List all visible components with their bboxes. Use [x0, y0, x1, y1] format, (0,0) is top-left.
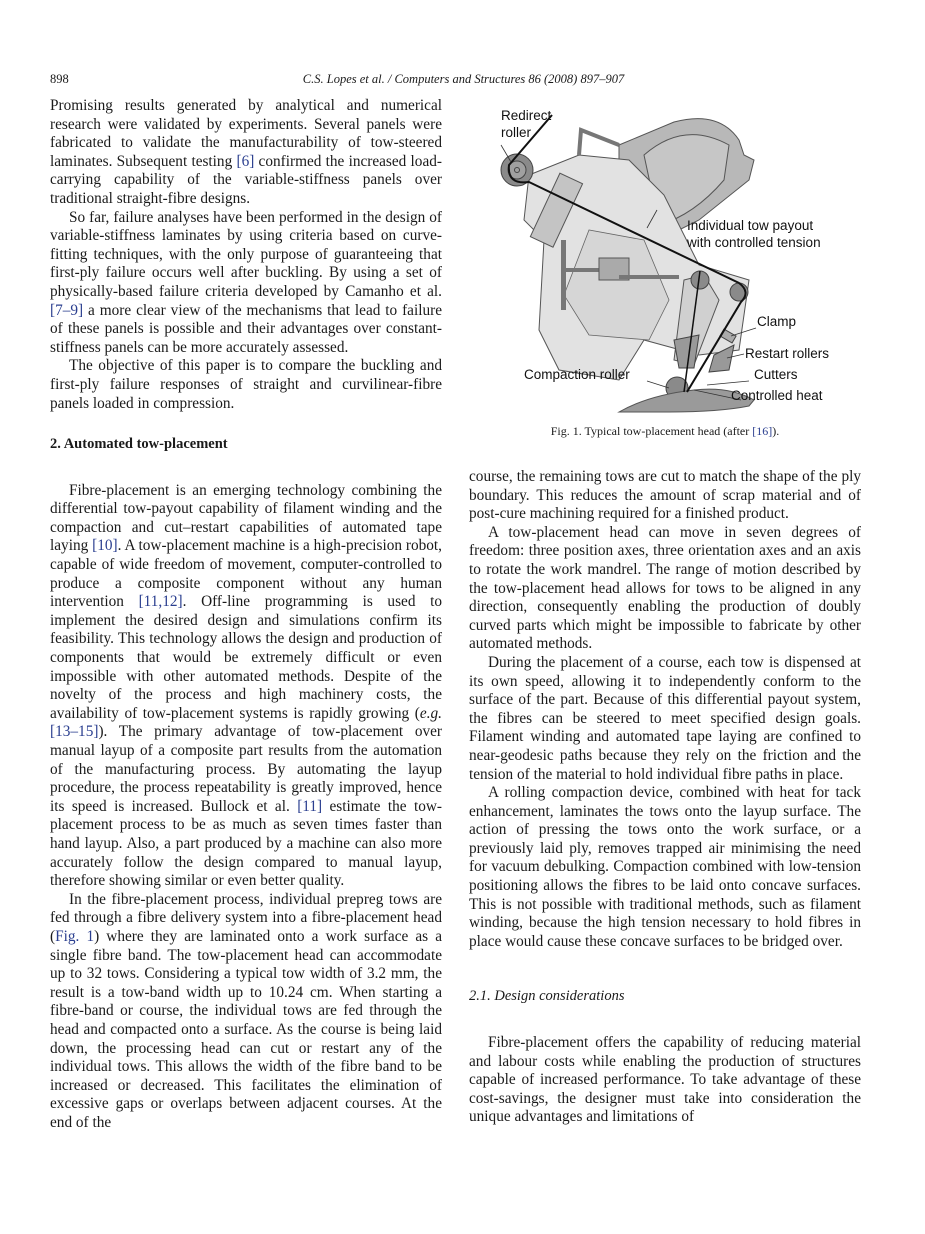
paragraph — [50, 891, 442, 1133]
label-redirect-roller-1: Redirect — [501, 108, 552, 123]
text-run: The objective of this paper is to compare the buckling and first-ply failure responses of straight and curvilinear-fibre panels loaded in compression. — [50, 357, 442, 412]
right-column — [469, 468, 861, 1127]
reference-link[interactable]: [11] — [297, 797, 323, 815]
text-run: . A tow-placement machine is a high-precision robot, capable of wide freedom of movement, computer-controlled to produce a composite component without any human intervention — [50, 537, 443, 611]
label-cutters: Cutters — [754, 367, 798, 382]
text-run: estimate the tow-placement process to be as much as seven times faster than hand layup. Also, a part produced by a machine can also more accurately follow the design compared to manual layup, therefore showing similar or even better quality. — [50, 797, 442, 890]
label-restart-rollers: Restart rollers — [745, 346, 830, 361]
running-title: C.S. Lopes et al. / Computers and Structures 86 (2008) 897–907 — [302, 72, 625, 86]
label-redirect-roller-2: roller — [501, 125, 532, 140]
text-run: A rolling compaction device, combined with heat for tack enhancement, laminates the tows onto the layup surface. The action of pressing the tows onto the work surface, or a previously laid ply, removes trapped air minimising the need for vacuum debulking. Compaction combined with low-tension positioning allows the fibres to be laid onto concave surfaces. This is not possible with traditional methods, such as filament winding, because the high tension necessary to hold fibres in place would cause these concave surfaces to be bridged over. — [469, 784, 861, 950]
paragraph — [469, 784, 861, 951]
subsection-heading: 2.1. Design considerations — [469, 988, 625, 1005]
tow-placement-head-diagram — [469, 100, 861, 420]
page-header — [50, 72, 877, 90]
label-clamp: Clamp — [757, 314, 797, 329]
text-run: confirmed the increased load-carrying capability of the variable-stiffness panels over traditional straight-fibre designs. — [50, 152, 442, 207]
label-controlled-heat: Controlled heat — [731, 388, 823, 403]
reference-link[interactable]: [16] — [752, 424, 773, 438]
reference-link[interactable]: Fig. 1 — [55, 927, 95, 945]
reference-link[interactable]: [13–15] — [50, 723, 99, 741]
reference-link[interactable]: [7–9] — [50, 301, 84, 319]
label-compaction-roller: Compaction roller — [524, 367, 630, 382]
caption-text: ). — [772, 424, 780, 438]
text-run: A tow-placement head can move in seven degrees of freedom: three position axes, three orientation axes and an axis to rotate the work mandrel. The range of motion described by the tow-placement head allows for tows to be aligned in any direction, consequently enabling the production of doubly curved parts which might be impossible to fabricate by other automated methods. — [469, 523, 861, 653]
caption-text: Fig. 1. Typical tow-placement head (after — [550, 424, 753, 438]
text-run: . Off-line programming is used to implement the desired design and simulations confirm its feasibility. This technology allows the design and production of components that would be extremely difficult or even impossible with other automated methods. Despite of the novelty of the process and high machinery costs, the availability of tow-placement systems is rapidly growing ( — [50, 593, 443, 722]
text-run: Fibre-placement is an emerging technology combining the differential tow-payout capability of filament winding and the compaction and cut–restart capabilities of automated tape laying — [50, 481, 442, 555]
paragraph — [469, 654, 861, 784]
text-run: Promising results generated by analytical and numerical research were validated by experiments. Several panels were fabricated to validate the manufacturability of tow-steered laminates. Subsequent testing — [50, 97, 442, 170]
reference-link[interactable]: [10] — [92, 537, 118, 555]
text-run: a more clear view of the mechanisms that lead to failure of these panels is possible and their advantages over constant-stiffness panels can be more accurately assessed. — [50, 301, 442, 356]
label-tow-payout-2: with controlled tension — [687, 235, 821, 250]
text-run: During the placement of a course, each tow is dispensed at its own speed, allowing it to independently conform to the surface of the part. Because of this differential payout system, the fibres can be steered to meet specified design goals. Filament winding and automated tape laying are confined to near-geodesic paths because they rely on the friction and the tension of the material to hold individual fibre paths in place. — [469, 653, 861, 783]
text-run: ). The primary advantage of tow-placement over manual layup of a composite part results from the automation of the manufacturing process. By automating the layup procedure, the process repeatability is greatly improved, hence its speed is increased. Bullock et al. — [50, 723, 442, 815]
reference-link[interactable]: [11,12] — [138, 593, 183, 611]
label-tow-payout-1: Individual tow payout — [687, 218, 814, 233]
section-heading: 2. Automated tow-placement — [50, 436, 228, 453]
paragraph — [50, 97, 442, 209]
paragraph — [50, 209, 442, 358]
text-run: Fibre-placement offers the capability of reducing material and labour costs while enabling the production of structures capable of increased performance. To take advantage of these cost-savings, the designer must take into consideration the unique advantages and limitations of — [469, 1034, 861, 1126]
paragraph — [469, 1034, 861, 1127]
italic-text: e.g. — [419, 704, 442, 722]
paragraph — [469, 468, 861, 524]
reference-link[interactable]: [6] — [236, 152, 255, 170]
text-run: In the fibre-placement process, individual prepreg tows are fed through a fibre delivery system into a fibre-placement head ( — [50, 890, 442, 945]
paragraph — [469, 524, 861, 654]
text-run: ) where they are laminated onto a work surface as a single fibre band. The tow-placement head can accommodate up to 32 tows. Considering a typical tow width of 3.2 mm, the result is a tow-band width up to 10.24 cm. When starting a fibre-band or course, the individual tows are fed through the head and compacted onto a surface. As the course is being laid down, the processing head can cut or restart any of the individual tows. This allows the width of the fibre band to be increased or decreased. This facilitates the elimination of excessive gaps or overlaps between adjacent courses. At the end of the — [50, 927, 443, 1131]
page-number: 898 — [50, 72, 69, 86]
left-column — [50, 97, 442, 1132]
figure-tow-placement-head — [469, 100, 861, 440]
paragraph — [50, 357, 442, 413]
figure-caption — [469, 424, 861, 439]
text-run: course, the remaining tows are cut to match the shape of the ply boundary. This reduces the amount of scrap material and of post-cure machining required for a finished product. — [469, 468, 861, 523]
paragraph — [50, 482, 442, 891]
text-run: So far, failure analyses have been performed in the design of variable-stiffness laminates by using criteria based on curve-fitting techniques, with the only purpose of guaranteeing that first-ply failure occurs well after buckling. By using a set of physically-based failure criteria developed by Camanho et al. — [50, 208, 442, 300]
